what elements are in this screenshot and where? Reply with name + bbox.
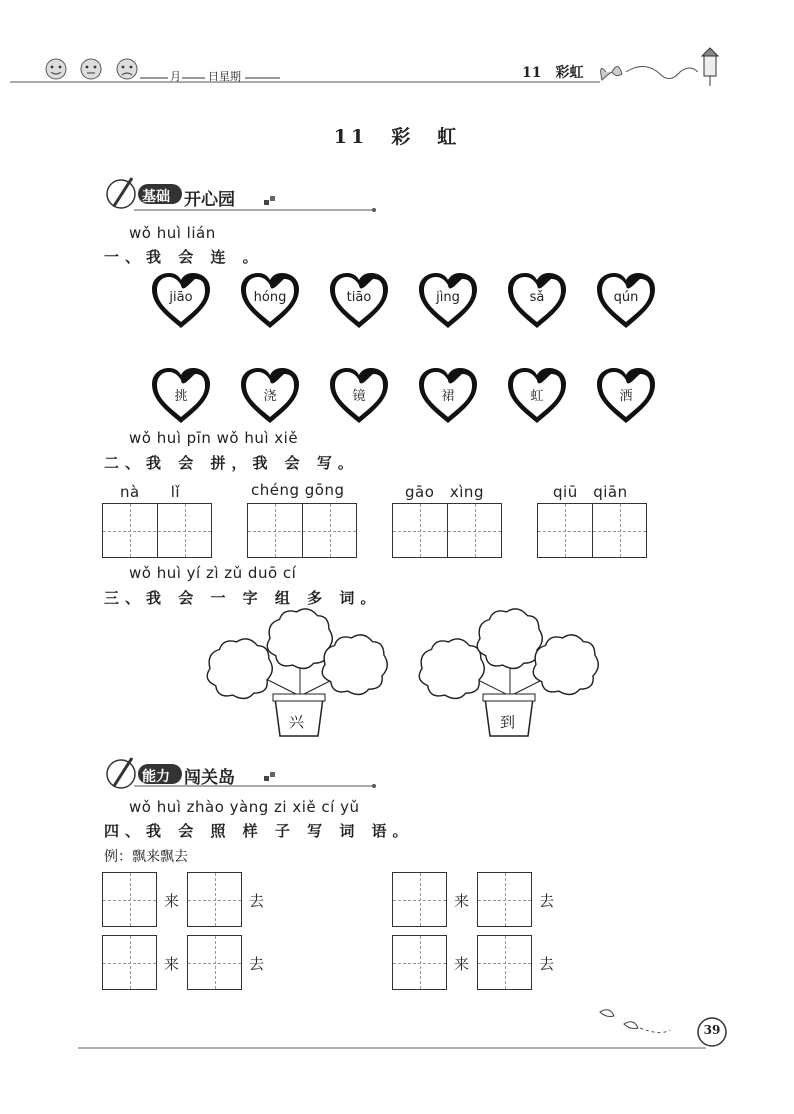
pot-char-1: 兴: [289, 713, 305, 731]
qu-char: 去: [249, 955, 265, 973]
q4-example: 例：飘来飘去: [104, 849, 188, 865]
sad-face-icon: [117, 59, 137, 79]
char-heart[interactable]: [506, 367, 568, 425]
lamp-icon: [702, 48, 718, 86]
qu-char: 去: [539, 892, 555, 910]
header-lesson: 11 彩虹: [522, 65, 584, 81]
pinyin-heart[interactable]: [417, 272, 479, 330]
char-heart[interactable]: [239, 367, 301, 425]
tianzi-box[interactable]: [392, 872, 447, 927]
q2-pinyin-group-4: qiū qiān: [553, 483, 628, 501]
pinyin-heart-label: qún: [613, 290, 639, 305]
pinyin-heart-label: jìng: [436, 290, 460, 305]
week-label: 星期: [219, 70, 241, 83]
page-title: 11 彩 虹: [333, 126, 461, 148]
lai-char: 来: [454, 955, 470, 973]
section-header-basic: [104, 176, 384, 216]
q4-pinyin: wǒ huì zhào yàng zi xiě cí yǔ: [129, 798, 360, 816]
smiley-icon: [46, 59, 66, 79]
char-heart-label: 裙: [441, 389, 455, 404]
char-heart-label: 虹: [530, 389, 544, 404]
month-label: 月: [170, 70, 181, 83]
q2-pinyin-group-3: gāo xìng: [405, 483, 484, 501]
tianzi-box[interactable]: [102, 935, 157, 990]
q3-text: 三、我 会 一 字 组 多 词。: [104, 589, 382, 607]
pinyin-heart[interactable]: [506, 272, 568, 330]
footer-decoration: [0, 1000, 794, 1070]
page-number: 39: [703, 1023, 721, 1037]
pinyin-heart[interactable]: [150, 272, 212, 330]
tianzi-box[interactable]: [477, 872, 532, 927]
q2-pinyin-group-2: chéng gōng: [251, 481, 345, 499]
q2-pinyin: wǒ huì pīn wǒ huì xiě: [129, 429, 299, 447]
flower-pots-illustration: [200, 606, 600, 746]
q4-text: 四、我 会 照 样 子 写 词 语。: [104, 822, 414, 840]
char-heart-label: 镜: [352, 389, 366, 404]
writing-box-1[interactable]: [102, 503, 212, 558]
lai-char: 来: [164, 955, 180, 973]
writing-box-4[interactable]: [537, 503, 647, 558]
day-label: 日: [208, 70, 219, 83]
char-heart[interactable]: [328, 367, 390, 425]
pinyin-heart-label: tiāo: [346, 290, 372, 305]
section-badge: 基础: [142, 189, 170, 205]
q1-text: 一、我 会 连 。: [104, 248, 264, 266]
tianzi-box[interactable]: [187, 935, 242, 990]
writing-box-2[interactable]: [247, 503, 357, 558]
neutral-face-icon: [81, 59, 101, 79]
char-heart-label: 挑: [174, 389, 188, 404]
butterfly-icon: [601, 66, 622, 80]
char-heart[interactable]: [417, 367, 479, 425]
char-heart[interactable]: [150, 367, 212, 425]
section-badge: 能力: [142, 769, 170, 785]
q2-pinyin-group-1: nà lǐ: [120, 483, 181, 501]
header-bar: [0, 0, 794, 90]
lai-char: 来: [454, 892, 470, 910]
tianzi-box[interactable]: [477, 935, 532, 990]
pinyin-heart[interactable]: [328, 272, 390, 330]
writing-box-3[interactable]: [392, 503, 502, 558]
section-header-ability: [104, 756, 384, 796]
tianzi-box[interactable]: [392, 935, 447, 990]
char-heart-label: 浇: [263, 389, 277, 404]
lai-char: 来: [164, 892, 180, 910]
section-title: 开心园: [184, 190, 235, 210]
char-heart-label: 洒: [619, 389, 633, 404]
tianzi-box[interactable]: [187, 872, 242, 927]
header-decoration: [0, 0, 794, 90]
section-title: 闯关岛: [184, 768, 235, 788]
qu-char: 去: [249, 892, 265, 910]
pinyin-heart-label: jiāo: [169, 290, 193, 305]
q3-pinyin: wǒ huì yí zì zǔ duō cí: [129, 564, 297, 582]
pinyin-heart-label: sǎ: [529, 290, 545, 305]
pinyin-heart[interactable]: [239, 272, 301, 330]
tianzi-box[interactable]: [102, 872, 157, 927]
qu-char: 去: [539, 955, 555, 973]
pinyin-heart-label: hóng: [253, 290, 287, 305]
q2-text: 二、我 会 拼，我 会 写。: [104, 454, 359, 472]
pot-char-2: 到: [500, 713, 516, 731]
pinyin-heart[interactable]: [595, 272, 657, 330]
char-heart[interactable]: [595, 367, 657, 425]
q1-pinyin: wǒ huì lián: [129, 224, 216, 242]
